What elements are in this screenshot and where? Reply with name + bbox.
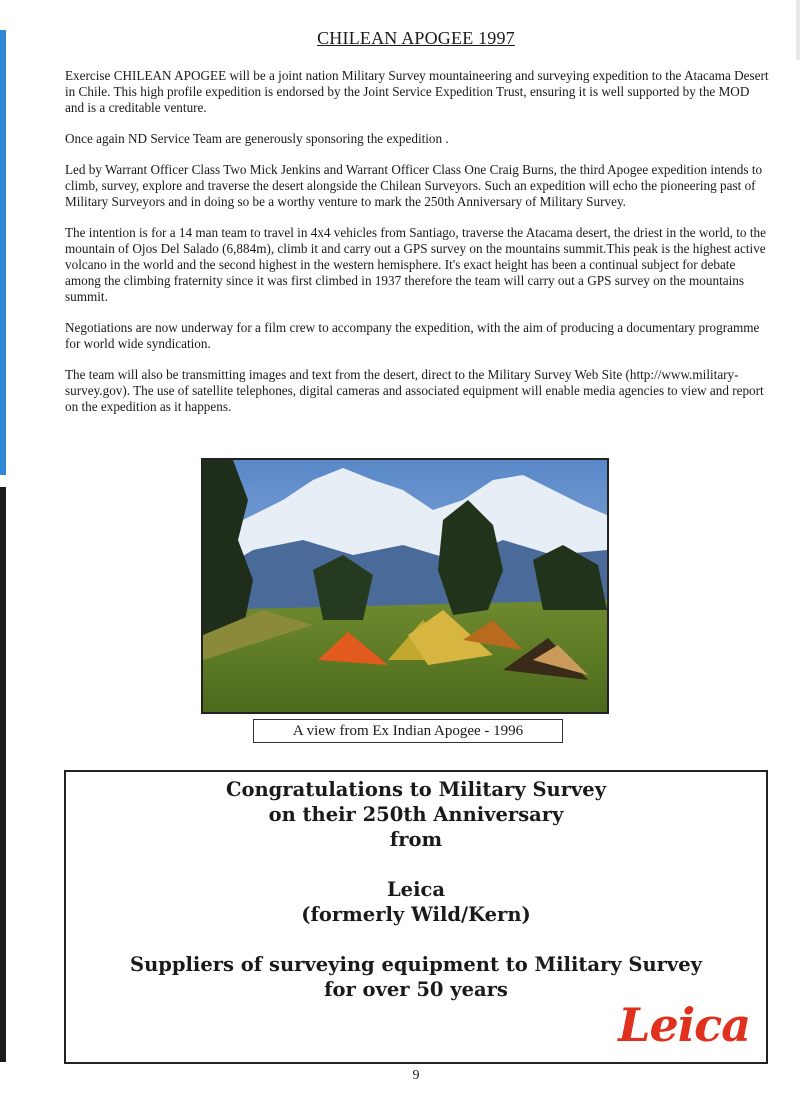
paragraph-sponsor: Once again ND Service Team are generously sponsoring the expedition . (65, 131, 449, 146)
ad-suppliers (66, 952, 766, 1002)
ad-line-7: for over 50 years (324, 978, 508, 1001)
paragraph-film-crew: Negotiations are now underway for a film crew to accompany the expedition, with the aim of producing a documentary programme for world wide syndication. (65, 320, 760, 351)
paragraph-web-site: The team will also be transmitting images and text from the desert, direct to the Military Survey Web Site (http://www.military-survey.gov). The use of satellite telephones, digital cameras and associated equipment will enable media agencies to view and report on the expedition as it happens. (65, 367, 764, 414)
ad-line-6: Suppliers of surveying equipment to Military Survey (129, 953, 702, 976)
paragraph-intention: The intention is for a 14 man team to travel in 4x4 vehicles from Santiago, traverse the Atacama desert, the driest in the world, to the mountain of Ojos Del Salado (6,884m), climb it and carry out a GPS survey on the mountains summit.This peak is the highest active volcano in the world and the second highest in the western hemisphere. It's exact height has been a continual subject for debate among the climbing fraternity since it was first climbed in 1937 therefore the team will carry out a GPS survey on the mountains summit. (65, 225, 766, 304)
article-body (65, 68, 770, 430)
ad-company (66, 877, 766, 927)
ad-line-1: Congratulations to Military Survey (225, 778, 607, 801)
paragraph-leaders: Led by Warrant Officer Class Two Mick Jenkins and Warrant Officer Class One Craig Burns, the third Apogee expedition intends to climb, survey, explore and traverse the desert alongside the Chilean Surveyors. Such an expedition will echo the pioneering past of Military Surveyors and in doing so be a worthy venture to mark the 250th Anniversary of Military Survey. (65, 162, 763, 209)
expedition-photo (201, 458, 609, 714)
ad-line-2: on their 250th Anniversary (268, 803, 564, 826)
ad-line-3: from (389, 828, 443, 851)
ad-line-5: (formerly Wild/Kern) (301, 903, 531, 926)
leica-logo: Leica (618, 998, 750, 1052)
ad-congratulations (66, 777, 766, 852)
ad-line-4: Leica (386, 878, 446, 901)
page-number: 9 (412, 1068, 420, 1083)
photo-caption: A view from Ex Indian Apogee - 1996 (253, 719, 563, 743)
leica-advertisement (64, 770, 768, 1064)
paragraph-intro: Exercise CHILEAN APOGEE will be a joint nation Military Survey mountaineering and surveying expedition to the Atacama Desert in Chile. This high profile expedition is endorsed by the Joint Service Expedition Trust, ensuring it is well supported by the MOD and is a creditable venture. (65, 68, 769, 115)
page-edge-blue (0, 30, 6, 475)
page-title: CHILEAN APOGEE 1997 (317, 28, 515, 48)
page-edge-dark (0, 487, 6, 1062)
expedition-photo-illustration (203, 460, 607, 712)
